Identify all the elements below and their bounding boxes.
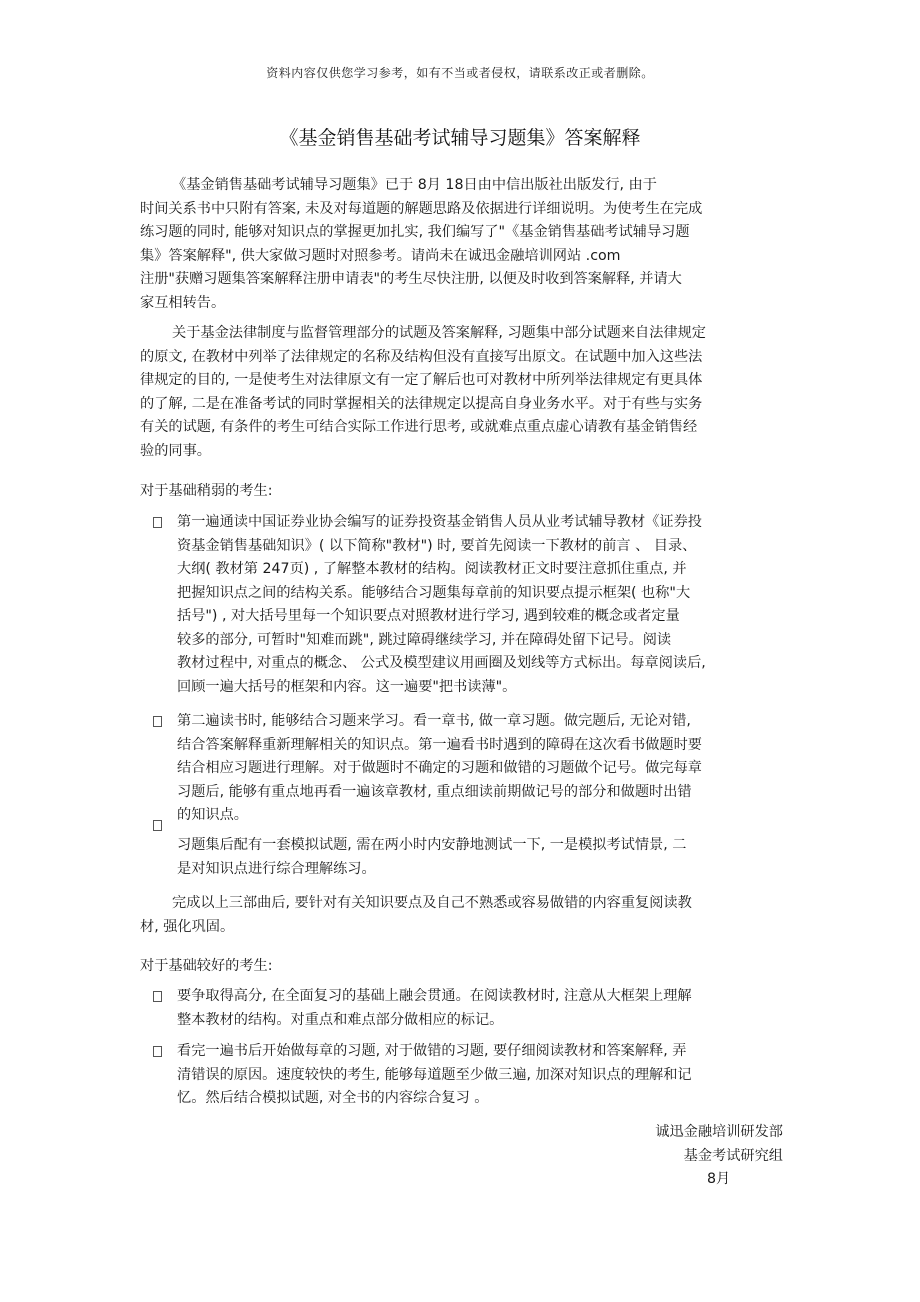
bullet-line: 整本教材的结构。对重点和难点部分做相应的标记。	[177, 1011, 504, 1028]
bullet-marker-icon	[153, 820, 162, 831]
bullet-marker-icon	[153, 1046, 162, 1057]
strong-students-heading: 对于基础较好的考生:	[140, 958, 273, 974]
bullet-line: 教材过程中, 对重点的概念、 公式及模型建议用画圈及划线等方式标出。每章阅读后,	[177, 655, 706, 671]
bullet-text	[177, 1040, 787, 1111]
page-title: 《基金销售基础考试辅导习题集》答案解释	[279, 127, 641, 149]
law-paragraph	[140, 322, 785, 463]
bullet-line: 看完一遍书后开始做每章的习题, 对于做错的习题, 要仔细阅读教材和答案解释, 弄	[177, 1043, 687, 1059]
bullet-marker-icon	[153, 716, 162, 727]
bullet-line: 要争取得高分, 在全面复习的基础上融会贯通。在阅读教材时, 注意从大框架上理解	[177, 988, 692, 1004]
bullet-text	[177, 834, 787, 881]
bullet-line: 第一遍通读中国证券业协会编写的证券投资基金销售人员从业考试辅导教材《证券投	[177, 514, 702, 530]
intro-line: 集》答案解释", 供大家做习题时对照参考。请尚未在诚迅金融培训网站 .com	[140, 247, 621, 264]
law-line: 关于基金法律制度与监督管理部分的试题及答案解释, 习题集中部分试题来自法律规定	[172, 325, 706, 341]
summary-line: 完成以上三部曲后, 要针对有关知识要点及自己不熟悉或容易做错的内容重复阅读教	[172, 895, 692, 911]
intro-line: 注册"获赠习题集答案解释注册申请表"的考生尽快注册, 以便及时收到答案解释, 并请大	[140, 271, 682, 287]
intro-line: 家互相转告。	[140, 294, 226, 311]
law-line: 的了解, 二是在准备考试的同时掌握相关的法律规定以提高自身业务水平。对于有些与实务	[140, 395, 703, 412]
weak-students-heading: 对于基础稍弱的考生:	[140, 483, 273, 499]
law-line: 验的同事。	[140, 442, 211, 459]
signature-department: 诚迅金融培训研发部	[655, 1124, 783, 1140]
intro-paragraph	[140, 174, 785, 315]
bullet-marker-icon	[153, 991, 162, 1002]
bullet-line: 的知识点。	[177, 807, 248, 823]
law-line: 律规定的目的, 一是使考生对法律原文有一定了解后也可对教材中所列举法律规定有更具体	[140, 372, 703, 388]
signature-date: 8月	[707, 1171, 731, 1187]
bullet-text	[177, 710, 787, 828]
bullet-text	[177, 985, 787, 1032]
bullet-line: 结合相应习题进行理解。对于做题时不确定的习题和做错的习题做个记号。做完每章	[177, 760, 702, 776]
signature-group: 基金考试研究组	[683, 1148, 783, 1164]
intro-line: 时间关系书中只附有答案, 未及对每道题的解题思路及依据进行详细说明。为使考生在完成	[140, 200, 703, 217]
law-line: 有关的试题, 有条件的考生可结合实际工作进行思考, 或就难点重点虚心请教有基金销售经	[140, 419, 698, 435]
bullet-text	[177, 511, 787, 699]
bullet-line: 回顾一遍大括号的框架和内容。这一遍要"把书读薄"。	[177, 678, 517, 695]
header-notice: 资料内容仅供您学习参考，如有不当或者侵权，请联系改正或者删除。	[266, 66, 654, 80]
bullet-line: 结合答案解释重新理解相关的知识点。第一遍看书时遇到的障碍在这次看书做题时要	[177, 736, 702, 753]
law-line: 的原文, 在教材中列举了法律规定的名称及结构但没有直接写出原文。在试题中加入这些法	[140, 348, 703, 365]
bullet-line: 习题集后配有一套模拟试题, 需在两小时内安静地测试一下, 一是模拟考试情景, 二	[177, 837, 687, 853]
bullet-line: 忆。然后结合模拟试题, 对全书的内容综合复习 。	[177, 1090, 489, 1106]
bullet-line: 是对知识点进行综合理解练习。	[177, 860, 376, 877]
bullet-marker-icon	[153, 517, 162, 528]
summary-paragraph	[140, 892, 785, 939]
bullet-line: 大纲( 教材第 247页) , 了解整本教材的结构。阅读教材正文时要注意抓住重点, 并	[177, 561, 687, 577]
bullet-line: 资基金销售基础知识》( 以下简称"教材") 时, 要首先阅读一下教材的前言 、 目录、	[177, 537, 697, 554]
intro-line: 练习题的同时, 能够对知识点的掌握更加扎实, 我们编写了"《基金销售基础考试辅导习题	[140, 224, 690, 240]
summary-line: 材, 强化巩固。	[140, 918, 235, 935]
bullet-line: 把握知识点之间的结构关系。能够结合习题集每章前的知识要点提示框架( 也称"大	[177, 584, 691, 601]
bullet-line: 较多的部分, 可暂时"知难而跳", 跳过障碍继续学习, 并在障碍处留下记号。阅读	[177, 631, 672, 648]
bullet-line: 清错误的原因。速度较快的考生, 能够每道题至少做三遍, 加深对知识点的理解和记	[177, 1066, 692, 1083]
bullet-line: 习题后, 能够有重点地再看一遍该章教材, 重点细读前期做记号的部分和做题时出错	[177, 783, 692, 800]
bullet-line: 括号") , 对大括号里每一个知识要点对照教材进行学习, 遇到较难的概念或者定量	[177, 608, 680, 624]
bullet-line: 第二遍读书时, 能够结合习题来学习。看一章书, 做一章习题。做完题后, 无论对错,	[177, 713, 691, 729]
intro-line: 《基金销售基础考试辅导习题集》已于 8月 18日由中信出版社出版发行, 由于	[172, 177, 657, 193]
